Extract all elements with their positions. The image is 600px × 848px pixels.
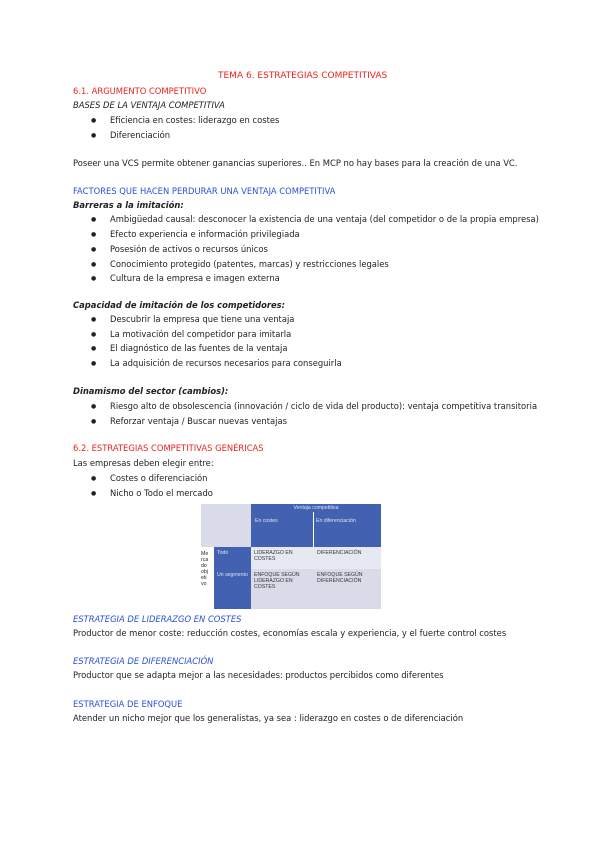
list-item: ● La motivación del competidor para imitarla [110,329,291,340]
capacidad-title: Capacidad de imitación de los competidores: [73,300,286,310]
factores-heading: FACTORES QUE HACEN PERDURAR UNA VENTAJA COMPETITIVA [73,186,336,196]
page-title: TEMA 6. ESTRATEGIAS COMPETITIVAS [218,71,388,81]
s62-intro: Las empresas deben elegir entre: [73,458,214,468]
enfoque-text: Atender un nicho mejor que los generalistas, ya sea : liderazgo en costes o de diferenciación [73,713,464,723]
table-row-label: Me rca do obj eti vo [201,547,213,609]
table-cell-enfoque-diferenciacion: ENFOQUE SEGÚN DIFERENCIACIÓN [314,569,381,609]
list-item: ● Conocimiento protegido (patentes, marcas) y restricciones legales [110,259,389,270]
list-item: ● Riesgo alto de obsolescencia (innovación / ciclo de vida del producto): ventaja competitiva transitoria [110,401,537,412]
bases-subheading: BASES DE LA VENTAJA COMPETITIVA [73,100,225,110]
list-item: ● Ambigüedad causal: desconocer la existencia de una ventaja (del competidor o de la propia empresa) [110,214,539,225]
list-item: ● Posesión de activos o recursos únicos [110,244,268,255]
strategies-table-image [201,504,381,609]
list-item: ● Reforzar ventaja / Buscar nuevas ventajas [110,416,287,427]
section-6-2-heading: 6.2. ESTRATEGIAS COMPETITIVAS GENÉRICAS [73,443,264,453]
diferenciacion-heading: ESTRATEGIA DE DIFERENCIACIÓN [73,656,214,666]
list-item: ● Eficiencia en costes: liderazgo en costes [110,115,279,126]
table-col-costes: En costes [251,512,313,547]
table-cell-diferenciacion: DIFERENCIACIÓN [314,547,381,569]
liderazgo-text: Productor de menor coste: reducción costes, economías escala y experiencia, y el fuerte control costes [73,628,507,638]
list-item: ● La adquisición de recursos necesarios para conseguirla [110,358,342,369]
section-6-1-heading: 6.1. ARGUMENTO COMPETITIVO [73,86,207,96]
list-item: ● Descubrir la empresa que tiene una ventaja [110,314,294,325]
list-item: ● Costes o diferenciación [110,473,207,484]
list-item: ● Diferenciación [110,130,170,141]
list-item: ● Cultura de la empresa e imagen externa [110,273,280,284]
table-row-todo: Todo [214,547,251,569]
enfoque-heading: ESTRATEGIA DE ENFOQUE [73,699,183,709]
table-header: Ventaja competitiva [251,504,381,512]
diferenciacion-text: Productor que se adapta mejor a las necesidades: productos percibidos como diferentes [73,670,444,680]
list-item: ● Nicho o Todo el mercado [110,488,213,499]
table-row-segmento: Un segmento [214,569,251,609]
dinamismo-title: Dinamismo del sector (cambios): [73,386,229,396]
barreras-title: Barreras a la imitación: [73,200,184,210]
table-col-diferenciacion: En diferenciación [314,512,381,547]
list-item: ● Efecto experiencia e información privilegiada [110,229,300,240]
liderazgo-heading: ESTRATEGIA DE LIDERAZGO EN COSTES [73,614,242,624]
table-cell-enfoque-costes: ENFOQUE SEGÚN LIDERAZGO EN COSTES [251,569,314,609]
list-item: ● El diagnóstico de las fuentes de la ventaja [110,343,288,354]
table-cell-liderazgo: LIDERAZGO EN COSTES [251,547,314,569]
vcs-paragraph: Poseer una VCS permite obtener ganancias superiores.. En MCP no hay bases para la creación de una VC. [73,158,518,168]
